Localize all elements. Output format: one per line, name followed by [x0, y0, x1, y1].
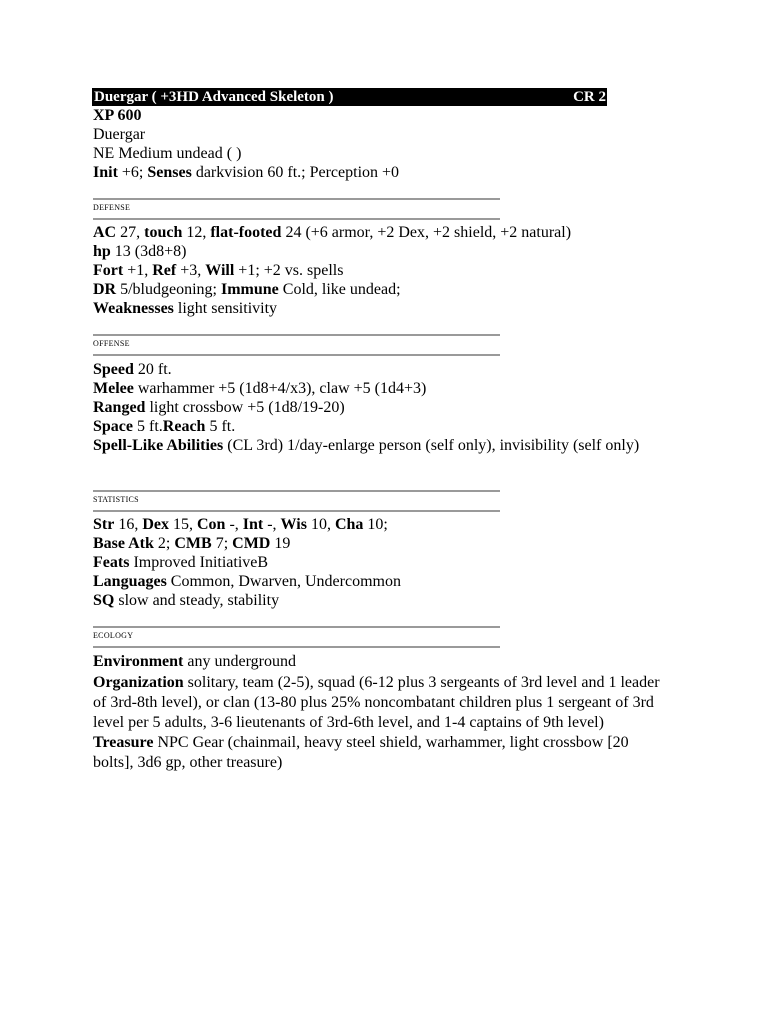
- ecology-block: [93, 652, 668, 773]
- spell-like-abilities-line: Spell-Like Abilities (CL 3rd) 1/day-enlarge person (self only), invisibility (self only): [93, 437, 640, 454]
- stat-block-title-bar: [92, 88, 607, 106]
- ecology-section-header: [93, 626, 500, 648]
- divider: [93, 218, 500, 220]
- feats-line: Feats Improved InitiativeB: [93, 554, 269, 571]
- race-line: Duergar: [93, 126, 146, 143]
- divider: [93, 626, 500, 628]
- divider: [93, 646, 500, 648]
- treasure-line: Treasure NPC Gear (chainmail, heavy steel shield, warhammer, light crossbow [20 bolts], 3d6 gp, other treasure): [93, 734, 629, 771]
- speed-line: Speed 20 ft.: [93, 361, 172, 378]
- section-heading: DEFENSE: [93, 203, 131, 212]
- divider: [93, 510, 500, 512]
- statistics-block: [93, 515, 401, 610]
- languages-line: Languages Common, Dwarven, Undercommon: [93, 573, 401, 590]
- environment-line: Environment any underground: [93, 653, 296, 670]
- defense-block: [93, 223, 571, 318]
- divider: [93, 198, 500, 200]
- offense-block: [93, 360, 668, 456]
- saves-line: Fort +1, Ref +3, Will +1; +2 vs. spells: [93, 262, 344, 279]
- challenge-rating: CR 2: [573, 89, 606, 105]
- organization-line: Organization solitary, team (2-5), squad (6-12 plus 3 sergeants of 3rd level and 1 leader of 3rd-8th level), or clan (13-80 plus 25% noncombatant children plus 1 sergeant of 3rd level per 5 adults, 3-6 lieutenants of 3rd-6th level, and 1-4 captains of 9th level): [93, 674, 660, 731]
- divider: [93, 334, 500, 336]
- offense-section-header: [93, 334, 500, 356]
- ac-line: AC 27, touch 12, flat-footed 24 (+6 armor, +2 Dex, +2 shield, +2 natural): [93, 224, 572, 241]
- weaknesses-line: Weaknesses light sensitivity: [93, 300, 278, 317]
- ability-scores-line: Str 16, Dex 15, Con -, Int -, Wis 10, Cha 10;: [93, 516, 388, 533]
- defense-section-header: [93, 198, 500, 220]
- statistics-section-header: [93, 490, 500, 512]
- section-heading: STATISTICS: [93, 495, 139, 504]
- ranged-line: Ranged light crossbow +5 (1d8/19-20): [93, 399, 345, 416]
- space-reach-line: Space 5 ft.Reach 5 ft.: [93, 418, 236, 435]
- creature-name: Duergar ( +3HD Advanced Skeleton ): [94, 89, 334, 105]
- section-heading: ECOLOGY: [93, 631, 134, 640]
- section-heading: OFFENSE: [93, 339, 130, 348]
- type-line: NE Medium undead ( ): [93, 145, 242, 162]
- attack-bonus-line: Base Atk 2; CMB 7; CMD 19: [93, 535, 291, 552]
- xp-line: XP 600: [93, 107, 142, 124]
- intro-block: [93, 106, 399, 182]
- divider: [93, 354, 500, 356]
- divider: [93, 490, 500, 492]
- dr-immune-line: DR 5/bludgeoning; Immune Cold, like undead;: [93, 281, 401, 298]
- init-senses-line: Init +6; Senses darkvision 60 ft.; Perception +0: [93, 164, 400, 181]
- melee-line: Melee warhammer +5 (1d8+4/x3), claw +5 (1d4+3): [93, 380, 427, 397]
- special-qualities-line: SQ slow and steady, stability: [93, 592, 280, 609]
- hp-line: hp 13 (3d8+8): [93, 243, 187, 260]
